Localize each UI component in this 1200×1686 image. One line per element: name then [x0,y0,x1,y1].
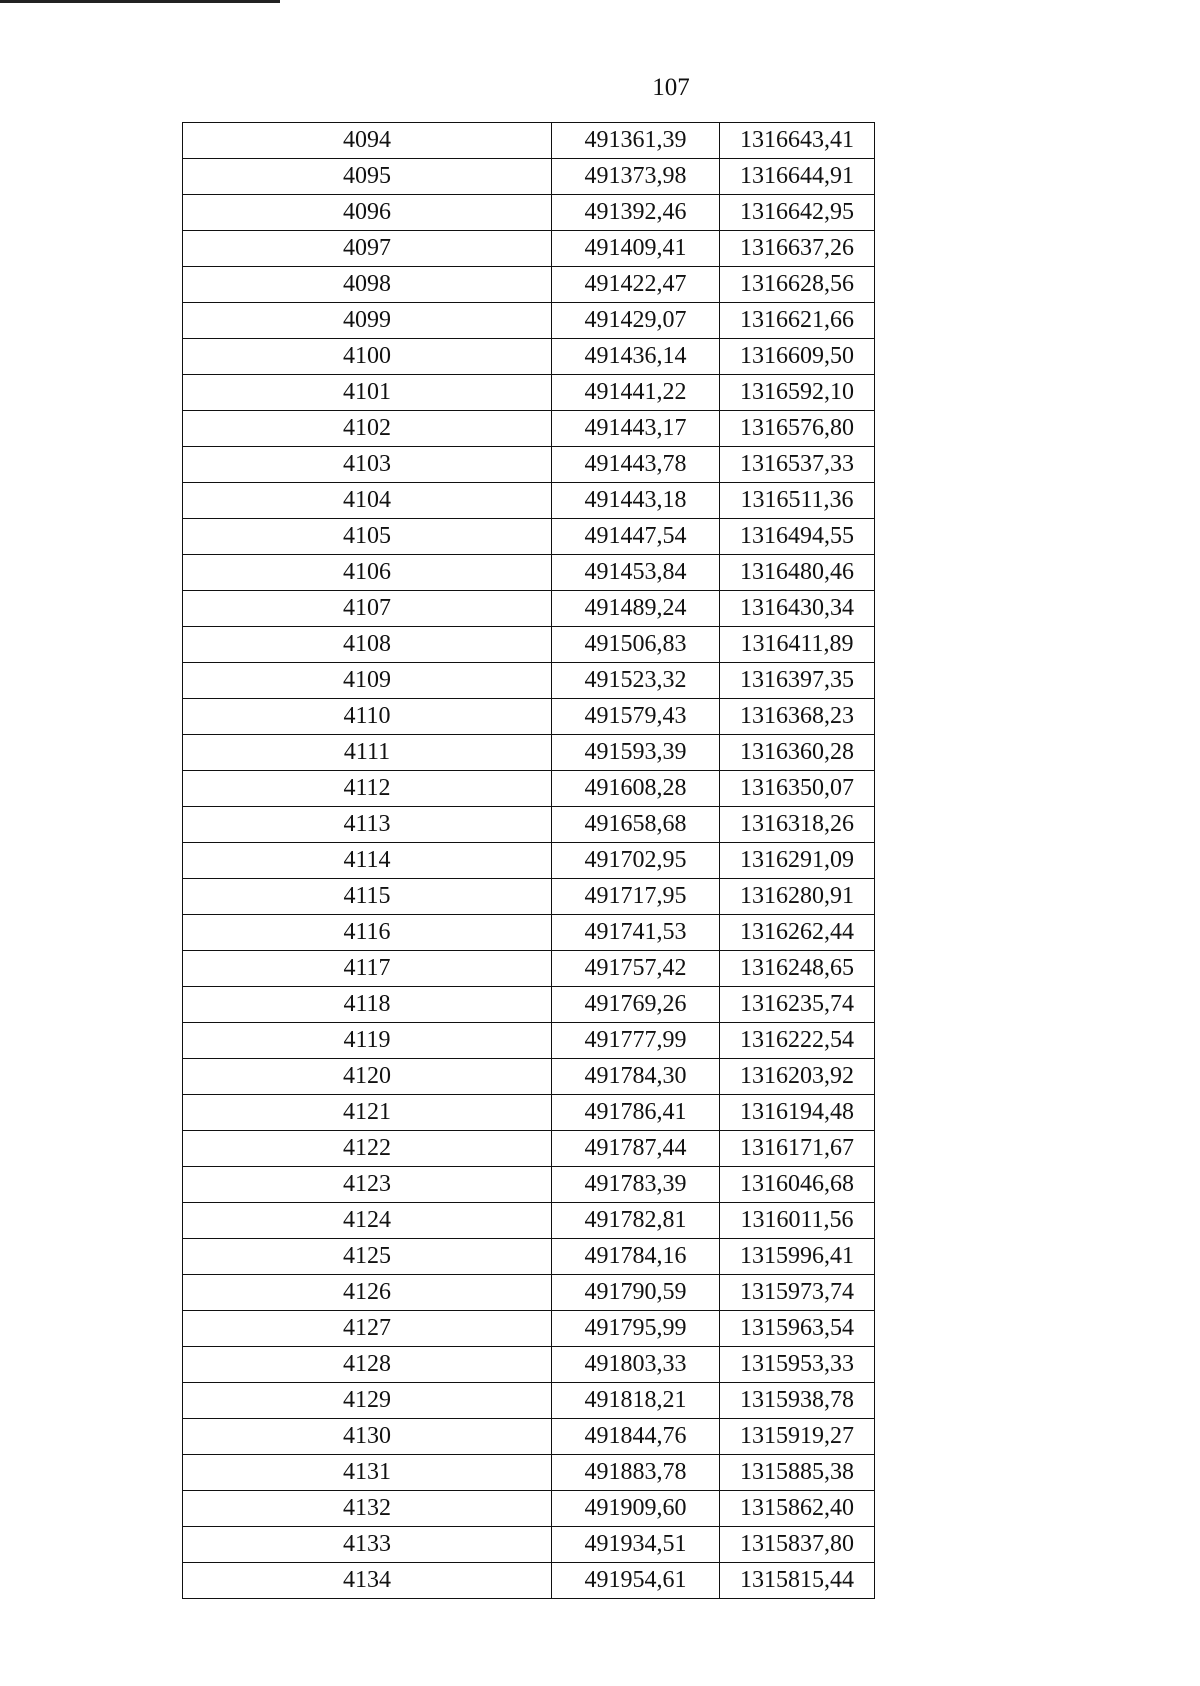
y-coordinate-cell: 1316318,26 [720,807,875,843]
table-row [183,1167,875,1203]
point-number-cell: 4106 [183,555,552,591]
table-row [183,771,875,807]
table-row [183,1275,875,1311]
table-row [183,267,875,303]
table-row [183,159,875,195]
table-row [183,303,875,339]
x-coordinate-cell: 491717,95 [552,879,720,915]
x-coordinate-cell: 491443,18 [552,483,720,519]
point-number-cell: 4097 [183,231,552,267]
table-row [183,1059,875,1095]
y-coordinate-cell: 1316494,55 [720,519,875,555]
point-number-cell: 4103 [183,447,552,483]
y-coordinate-cell: 1316643,41 [720,123,875,159]
x-coordinate-cell: 491803,33 [552,1347,720,1383]
y-coordinate-cell: 1315919,27 [720,1419,875,1455]
x-coordinate-cell: 491443,78 [552,447,720,483]
table-row [183,339,875,375]
x-coordinate-cell: 491883,78 [552,1455,720,1491]
point-number-cell: 4124 [183,1203,552,1239]
x-coordinate-cell: 491769,26 [552,987,720,1023]
y-coordinate-cell: 1316203,92 [720,1059,875,1095]
point-number-cell: 4116 [183,915,552,951]
table-row [183,1203,875,1239]
y-coordinate-cell: 1316621,66 [720,303,875,339]
table-row [183,1347,875,1383]
x-coordinate-cell: 491784,30 [552,1059,720,1095]
x-coordinate-cell: 491447,54 [552,519,720,555]
x-coordinate-cell: 491790,59 [552,1275,720,1311]
point-number-cell: 4125 [183,1239,552,1275]
x-coordinate-cell: 491787,44 [552,1131,720,1167]
x-coordinate-cell: 491782,81 [552,1203,720,1239]
point-number-cell: 4131 [183,1455,552,1491]
table-row [183,519,875,555]
y-coordinate-cell: 1315862,40 [720,1491,875,1527]
point-number-cell: 4122 [183,1131,552,1167]
y-coordinate-cell: 1315953,33 [720,1347,875,1383]
y-coordinate-cell: 1316628,56 [720,267,875,303]
point-number-cell: 4104 [183,483,552,519]
x-coordinate-cell: 491489,24 [552,591,720,627]
x-coordinate-cell: 491409,41 [552,231,720,267]
table-row [183,951,875,987]
point-number-cell: 4132 [183,1491,552,1527]
y-coordinate-cell: 1316537,33 [720,447,875,483]
y-coordinate-cell: 1316248,65 [720,951,875,987]
x-coordinate-cell: 491909,60 [552,1491,720,1527]
y-coordinate-cell: 1315963,54 [720,1311,875,1347]
table-row [183,375,875,411]
coordinates-table [182,122,875,1599]
top-rule [0,0,280,3]
x-coordinate-cell: 491757,42 [552,951,720,987]
point-number-cell: 4134 [183,1563,552,1599]
x-coordinate-cell: 491361,39 [552,123,720,159]
y-coordinate-cell: 1316480,46 [720,555,875,591]
table-row [183,1455,875,1491]
point-number-cell: 4115 [183,879,552,915]
point-number-cell: 4099 [183,303,552,339]
point-number-cell: 4101 [183,375,552,411]
table-row [183,915,875,951]
page-number: 107 [652,74,690,101]
point-number-cell: 4107 [183,591,552,627]
table-row [183,447,875,483]
point-number-cell: 4110 [183,699,552,735]
table-row [183,879,875,915]
y-coordinate-cell: 1315837,80 [720,1527,875,1563]
point-number-cell: 4112 [183,771,552,807]
y-coordinate-cell: 1316011,56 [720,1203,875,1239]
y-coordinate-cell: 1316046,68 [720,1167,875,1203]
x-coordinate-cell: 491818,21 [552,1383,720,1419]
y-coordinate-cell: 1316397,35 [720,663,875,699]
point-number-cell: 4100 [183,339,552,375]
point-number-cell: 4098 [183,267,552,303]
y-coordinate-cell: 1315996,41 [720,1239,875,1275]
point-number-cell: 4095 [183,159,552,195]
table-row [183,231,875,267]
x-coordinate-cell: 491373,98 [552,159,720,195]
y-coordinate-cell: 1316291,09 [720,843,875,879]
x-coordinate-cell: 491422,47 [552,267,720,303]
point-number-cell: 4114 [183,843,552,879]
coordinates-table-body [183,123,875,1599]
point-number-cell: 4121 [183,1095,552,1131]
x-coordinate-cell: 491579,43 [552,699,720,735]
x-coordinate-cell: 491954,61 [552,1563,720,1599]
point-number-cell: 4129 [183,1383,552,1419]
y-coordinate-cell: 1315973,74 [720,1275,875,1311]
y-coordinate-cell: 1316642,95 [720,195,875,231]
y-coordinate-cell: 1315885,38 [720,1455,875,1491]
table-row [183,1131,875,1167]
table-row [183,195,875,231]
point-number-cell: 4109 [183,663,552,699]
x-coordinate-cell: 491844,76 [552,1419,720,1455]
y-coordinate-cell: 1316637,26 [720,231,875,267]
table-row [183,987,875,1023]
table-row [183,1563,875,1599]
x-coordinate-cell: 491783,39 [552,1167,720,1203]
table-row [183,1491,875,1527]
x-coordinate-cell: 491523,32 [552,663,720,699]
x-coordinate-cell: 491608,28 [552,771,720,807]
y-coordinate-cell: 1316262,44 [720,915,875,951]
y-coordinate-cell: 1316609,50 [720,339,875,375]
table-row [183,1239,875,1275]
table-row [183,699,875,735]
table-row [183,627,875,663]
x-coordinate-cell: 491658,68 [552,807,720,843]
x-coordinate-cell: 491506,83 [552,627,720,663]
table-row [183,411,875,447]
x-coordinate-cell: 491702,95 [552,843,720,879]
x-coordinate-cell: 491443,17 [552,411,720,447]
table-row [183,1527,875,1563]
point-number-cell: 4133 [183,1527,552,1563]
x-coordinate-cell: 491392,46 [552,195,720,231]
point-number-cell: 4105 [183,519,552,555]
point-number-cell: 4111 [183,735,552,771]
point-number-cell: 4102 [183,411,552,447]
table-row [183,1023,875,1059]
y-coordinate-cell: 1316592,10 [720,375,875,411]
x-coordinate-cell: 491934,51 [552,1527,720,1563]
table-row [183,591,875,627]
point-number-cell: 4118 [183,987,552,1023]
x-coordinate-cell: 491786,41 [552,1095,720,1131]
y-coordinate-cell: 1316280,91 [720,879,875,915]
point-number-cell: 4120 [183,1059,552,1095]
y-coordinate-cell: 1316511,36 [720,483,875,519]
table-row [183,1383,875,1419]
table-row [183,807,875,843]
table-row [183,555,875,591]
x-coordinate-cell: 491441,22 [552,375,720,411]
y-coordinate-cell: 1316350,07 [720,771,875,807]
x-coordinate-cell: 491436,14 [552,339,720,375]
point-number-cell: 4113 [183,807,552,843]
x-coordinate-cell: 491795,99 [552,1311,720,1347]
table-row [183,1311,875,1347]
point-number-cell: 4117 [183,951,552,987]
y-coordinate-cell: 1316368,23 [720,699,875,735]
table-row [183,735,875,771]
y-coordinate-cell: 1316411,89 [720,627,875,663]
point-number-cell: 4126 [183,1275,552,1311]
table-row [183,483,875,519]
y-coordinate-cell: 1316360,28 [720,735,875,771]
point-number-cell: 4108 [183,627,552,663]
y-coordinate-cell: 1316576,80 [720,411,875,447]
point-number-cell: 4119 [183,1023,552,1059]
point-number-cell: 4127 [183,1311,552,1347]
x-coordinate-cell: 491429,07 [552,303,720,339]
point-number-cell: 4096 [183,195,552,231]
x-coordinate-cell: 491741,53 [552,915,720,951]
x-coordinate-cell: 491593,39 [552,735,720,771]
y-coordinate-cell: 1316171,67 [720,1131,875,1167]
y-coordinate-cell: 1315815,44 [720,1563,875,1599]
point-number-cell: 4128 [183,1347,552,1383]
y-coordinate-cell: 1316235,74 [720,987,875,1023]
x-coordinate-cell: 491784,16 [552,1239,720,1275]
y-coordinate-cell: 1316430,34 [720,591,875,627]
x-coordinate-cell: 491453,84 [552,555,720,591]
point-number-cell: 4094 [183,123,552,159]
y-coordinate-cell: 1316194,48 [720,1095,875,1131]
table-row [183,663,875,699]
table-row [183,1419,875,1455]
table-row [183,1095,875,1131]
point-number-cell: 4123 [183,1167,552,1203]
table-row [183,843,875,879]
point-number-cell: 4130 [183,1419,552,1455]
y-coordinate-cell: 1315938,78 [720,1383,875,1419]
y-coordinate-cell: 1316222,54 [720,1023,875,1059]
x-coordinate-cell: 491777,99 [552,1023,720,1059]
y-coordinate-cell: 1316644,91 [720,159,875,195]
table-row [183,123,875,159]
